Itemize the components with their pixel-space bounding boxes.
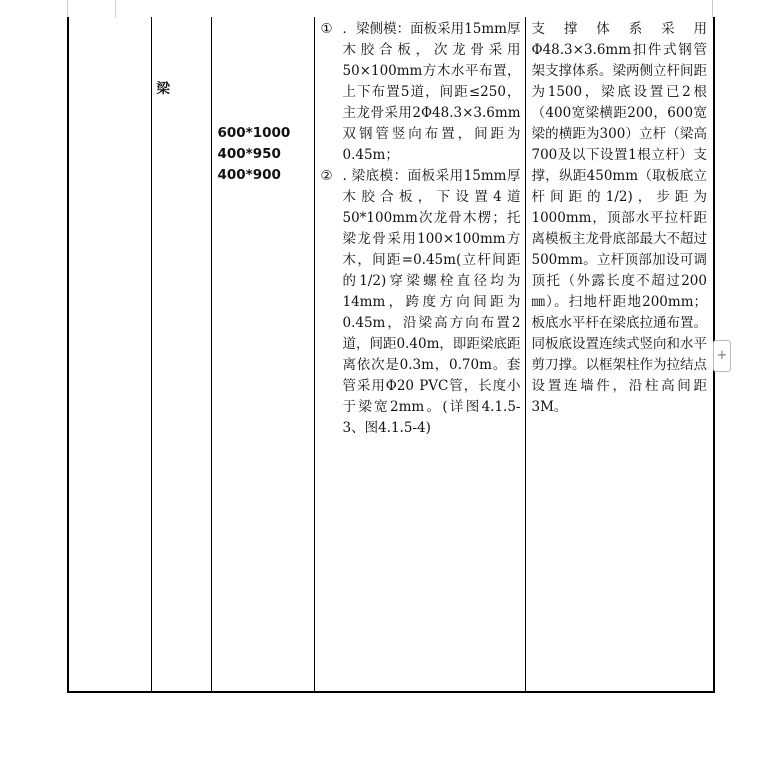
component-cell[interactable]	[151, 17, 211, 692]
item-number-2: ②	[320, 168, 333, 184]
size-line: 600*1000	[217, 125, 291, 141]
size-line: 400*950	[217, 146, 281, 162]
page-margin-guide-right	[712, 0, 713, 18]
method-item-bottom-formwork	[321, 166, 521, 439]
method-text-bottom-formwork: . 梁底模：面板采用15mm厚木胶合板，下设置4道50*100mm次龙骨木楞；托梁龙骨采用100×100mm方木，间距=0.45m(立杆间距的1/2)穿梁螺栓直径均为14mm，跨度方向间距为0.45m，沿梁高方向布置2道，间距0.40m，即距梁底距离依次是0.3m，0.70m。套管采用Φ20 PVC管，长度小于梁宽2mm。(详图4.1.5-3、图4.1.5-4)	[342, 168, 521, 436]
support-system-text: 支撑体系采用Φ48.3×3.6mm扣件式钢管架支撑体系。梁两侧立杆间距为1500，梁底设置已2根（400宽梁横距200，600宽梁的横距为300）立杆（梁高700及以下设置1根立杆）支撑，纵距450mm（取板底立杆间距的1/2)，步距为1000mm，顶部水平拉杆距离模板主龙骨底部最大不超过500mm。立杆顶部加设可调顶托（外露长度不超过200 ㎜）。扫地杆距地200mm；板底水平杆在梁底拉通布置。同板底设置连续式竖向和水平剪刀撑。以框架柱作为拉结点设置连墙件，沿柱高间距3M。	[531, 21, 707, 415]
table-row	[68, 17, 714, 692]
support-system-cell[interactable]	[525, 17, 714, 692]
size-cell[interactable]	[211, 17, 314, 692]
item-number-1: ①	[320, 21, 333, 37]
formwork-spec-table	[67, 17, 715, 693]
component-name: 梁	[156, 81, 170, 97]
category-cell[interactable]	[68, 17, 151, 692]
add-column-button[interactable]: +	[713, 340, 731, 372]
construction-method-cell[interactable]	[314, 17, 525, 692]
page-margin-guide-left	[67, 0, 68, 18]
method-text-side-formwork: ．梁侧模：面板采用15mm厚木胶合板，次龙骨采用50×100mm方木水平布置，上下布置5道，间距≤250，主龙骨采用2Φ48.3×3.6mm双钢管竖向布置，间距为0.45m；	[342, 21, 521, 163]
method-item-side-formwork	[321, 19, 521, 166]
size-line: 400*900	[217, 167, 281, 183]
page-margin-guide-top	[115, 0, 116, 18]
